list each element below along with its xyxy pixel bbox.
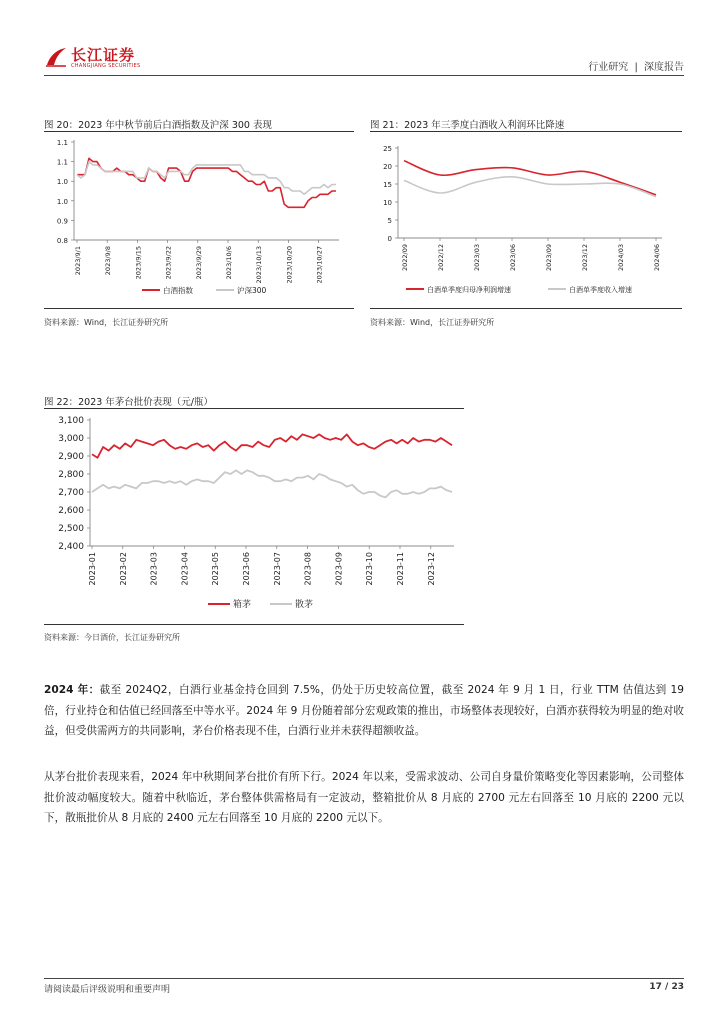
x-tick-label: 2023-12 [426, 552, 436, 586]
x-tick-label: 2023/9/29 [194, 246, 203, 280]
y-tick-label: 15 [383, 181, 392, 189]
y-tick-label: 1.1 [56, 139, 68, 147]
y-tick-label: 0.9 [56, 217, 68, 226]
legend-label: 沪深300 [237, 286, 267, 295]
section-label: 行业研究 [588, 62, 629, 73]
logo-cn: 长江证券 [71, 46, 136, 64]
x-tick-label: 2023/9/8 [104, 246, 113, 276]
footer-rule [44, 978, 684, 979]
header-divider: | [634, 62, 638, 73]
figure-22-top-rule [44, 408, 464, 409]
body-paragraph-1 [44, 680, 684, 742]
y-tick-label: 10 [383, 199, 392, 207]
x-tick-label: 2023/10/20 [285, 246, 294, 284]
x-tick-label: 2023/9/15 [134, 246, 143, 280]
legend-label: 箱茅 [233, 600, 252, 610]
x-tick-label: 2024/03 [617, 244, 625, 272]
paragraph-1-lead: 2024 年： [44, 684, 100, 696]
company-logo [44, 44, 154, 72]
x-tick-label: 2023-06 [242, 552, 251, 586]
logo-en: CHANGJIANG SECURITIES [71, 63, 141, 69]
x-tick-label: 2023/12 [581, 244, 589, 272]
figure-20-chart [44, 136, 356, 302]
series-line-2 [92, 470, 452, 497]
footer-disclaimer: 请阅读最后评级说明和重要声明 [44, 985, 171, 995]
x-tick-label: 2023/9/1 [74, 246, 82, 276]
figure-22-title: 图 22：2023 年茅台批价表现（元/瓶） [44, 397, 214, 408]
legend-label: 白酒单季度归母净利润增速 [427, 286, 511, 294]
y-tick-label: 0 [387, 235, 392, 243]
x-tick-label: 2023-09 [334, 552, 344, 586]
x-tick-label: 2023-02 [118, 552, 128, 586]
figure-21-title: 图 21：2023 年三季度白酒收入利润环比降速 [370, 120, 565, 131]
legend-label: 白酒指数 [163, 286, 193, 295]
x-tick-label: 2023-11 [396, 552, 405, 586]
logo-mark-icon [44, 45, 68, 69]
x-tick-label: 2023-08 [303, 552, 313, 586]
x-tick-label: 2023-05 [211, 552, 221, 586]
figure-21-source: 资料来源：Wind，长江证券研究所 [370, 318, 495, 327]
x-tick-label: 2023-07 [272, 552, 282, 586]
body-paragraph-2 [44, 767, 684, 829]
figure-21-bottom-rule [370, 308, 682, 309]
y-tick-label: 25 [383, 145, 392, 153]
x-tick-label: 2023/10/6 [225, 246, 233, 280]
y-tick-label: 2,800 [58, 470, 84, 480]
y-tick-label: 1.1 [56, 158, 68, 167]
y-tick-label: 2,400 [58, 542, 84, 552]
y-tick-label: 3,100 [58, 416, 84, 426]
y-tick-label: 2,900 [58, 452, 84, 462]
figure-21-chart [370, 136, 682, 302]
header-rule [44, 75, 684, 76]
x-tick-label: 2022/12 [437, 244, 445, 272]
x-tick-label: 2023-10 [365, 552, 375, 586]
x-tick-label: 2023/10/27 [315, 246, 324, 284]
legend-label: 散茅 [295, 600, 314, 610]
series-line-2 [77, 162, 336, 195]
x-tick-label: 2024/06 [653, 244, 661, 272]
figure-21-top-rule [370, 131, 682, 132]
series-line-1 [404, 161, 656, 195]
y-tick-label: 20 [383, 163, 392, 171]
y-tick-label: 2,600 [58, 506, 84, 516]
y-tick-label: 3,000 [58, 434, 84, 444]
figure-22-source: 资料来源：今日酒价，长江证券研究所 [44, 633, 180, 642]
figure-20-title: 图 20：2023 年中秋节前后白酒指数及沪深 300 表现 [44, 120, 272, 131]
figure-20-top-rule [44, 131, 354, 132]
figure-22-bottom-rule [44, 624, 464, 625]
x-tick-label: 2023/10/13 [255, 246, 264, 284]
page-number: 17 / 23 [649, 982, 684, 992]
figure-22-chart [44, 412, 464, 622]
series-line-2 [404, 177, 656, 197]
figure-20-source: 资料来源：Wind，长江证券研究所 [44, 318, 169, 327]
y-tick-label: 2,500 [58, 524, 84, 534]
y-tick-label: 5 [387, 217, 392, 225]
x-tick-label: 2023-01 [88, 552, 97, 586]
x-tick-label: 2022/09 [401, 244, 409, 272]
x-tick-label: 2023/09 [545, 244, 553, 272]
series-line-1 [92, 434, 452, 457]
x-tick-label: 2023-04 [180, 552, 190, 586]
legend-label: 白酒单季度收入增速 [569, 286, 632, 294]
y-tick-label: 1.0 [56, 178, 68, 187]
figure-20-bottom-rule [44, 308, 354, 309]
y-tick-label: 1.0 [56, 197, 68, 206]
x-tick-label: 2023-03 [149, 552, 159, 586]
x-tick-label: 2023/06 [509, 244, 517, 272]
header-right [588, 58, 684, 73]
y-tick-label: 2,700 [58, 488, 84, 498]
paragraph-1-text: 截至 2024Q2，白酒行业基金持仓回到 7.5%，仍处于历史较高位置，截至 2024 年 9 月 1 日，行业 TTM 估值达到 19 倍，行业持仓和估值已经回落至中等水平。2024 年 9 月份随着部分宏观政策的推出，市场整体表现较好，白酒亦获得较为明显的绝对收益，但受供需两方的共同影响，茅台价格表现不佳，白酒行业并未获得超额收益。 [44, 684, 684, 737]
x-tick-label: 2023/03 [473, 244, 481, 272]
paragraph-2-text: 从茅台批价表现来看，2024 年中秋期间茅台批价有所下行。2024 年以来，受需求波动、公司自身量价策略变化等因素影响，公司整体批价波动幅度较大。随着中秋临近，茅台整体供需格局有一定波动，整箱批价从 8 月底的 2700 元左右回落至 10 月底的 2200 元以下，散瓶批价从 8 月底的 2400 元左右回落至 10 月底的 2200 元以下。 [44, 771, 684, 824]
x-tick-label: 2023/9/22 [164, 246, 173, 280]
report-type-label: 深度报告 [644, 62, 684, 73]
y-tick-label: 0.8 [56, 237, 68, 245]
